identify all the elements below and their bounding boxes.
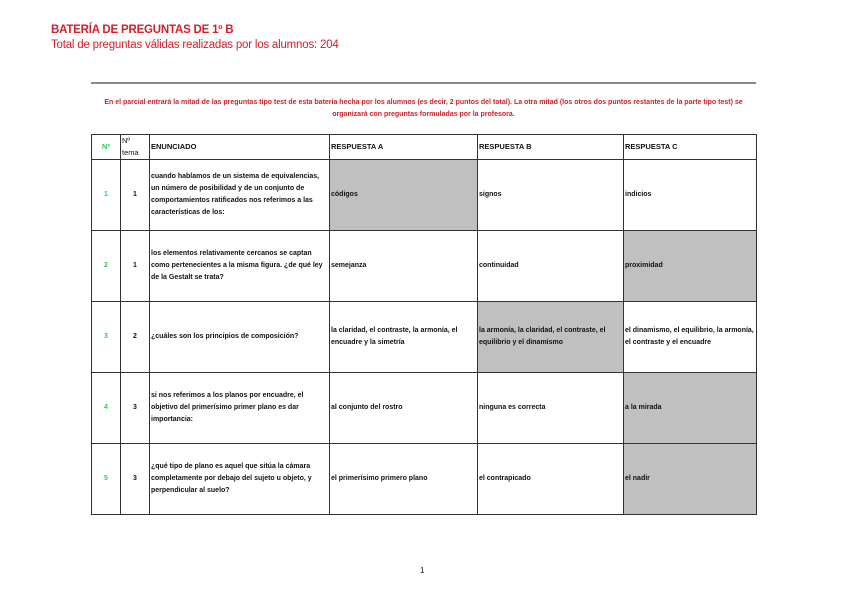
question-number: 4: [92, 373, 121, 444]
topic-number: 1: [121, 231, 150, 302]
column-header-answer-b: RESPUESTA B: [478, 135, 624, 160]
column-header-number: Nº: [92, 135, 121, 160]
column-header-statement: ENUNCIADO: [150, 135, 330, 160]
question-statement: cuando hablamos de un sistema de equivalencias, un número de posibilidad y de un conjunto de comportamientos ratificados nos referimos a las características de los:: [150, 160, 330, 231]
answer-a: al conjunto del rostro: [330, 373, 478, 444]
answer-c: el dinamismo, el equilibrio, la armonía, el contraste y el encuadre: [624, 302, 757, 373]
topic-number: 1: [121, 160, 150, 231]
answer-c-correct: proximidad: [624, 231, 757, 302]
question-number: 5: [92, 444, 121, 515]
topic-number: 3: [121, 373, 150, 444]
answer-b: continuidad: [478, 231, 624, 302]
exam-notice: En el parcial entrará la mitad de las preguntas tipo test de esta batería hecha por los alumnos (es decir, 2 puntos del total). La otra mitad (los otros dos puntos restantes de la parte tipo test) se organizará con preguntas formuladas por la profesora.: [104, 99, 743, 118]
question-number: 3: [92, 302, 121, 373]
table-row: [92, 160, 757, 231]
document-subtitle: Total de preguntas válidas realizadas por los alumnos: 204: [51, 39, 339, 51]
question-statement: ¿qué tipo de plano es aquel que sitúa la cámara completamente por debajo del sujeto u objeto, y perpendicular al suelo?: [150, 444, 330, 515]
question-statement: si nos referimos a los planos por encuadre, el objetivo del primerísimo primer plano es dar importancia:: [150, 373, 330, 444]
answer-a: semejanza: [330, 231, 478, 302]
table-header-row: [92, 135, 757, 160]
answer-b: signos: [478, 160, 624, 231]
answer-a: la claridad, el contraste, la armonía, el encuadre y la simetría: [330, 302, 478, 373]
column-header-topic: Nº tema: [121, 135, 150, 160]
question-statement: los elementos relativamente cercanos se captan como pertenecientes a la misma figura. ¿de qué ley de la Gestalt se trata?: [150, 231, 330, 302]
column-header-answer-a: RESPUESTA A: [330, 135, 478, 160]
column-header-answer-c: RESPUESTA C: [624, 135, 757, 160]
question-number: 2: [92, 231, 121, 302]
question-number: 1: [92, 160, 121, 231]
answer-a: el primerísimo primero plano: [330, 444, 478, 515]
answer-a-correct: códigos: [330, 160, 478, 231]
answer-c-correct: el nadir: [624, 444, 757, 515]
question-statement: ¿cuáles son los principios de composición?: [150, 302, 330, 373]
table-row: [92, 373, 757, 444]
topic-number: 2: [121, 302, 150, 373]
document-title: BATERÍA DE PREGUNTAS DE 1º B: [51, 24, 234, 36]
answer-b-correct: la armonía, la claridad, el contraste, el equilibrio y el dinamismo: [478, 302, 624, 373]
table-row: [92, 444, 757, 515]
questions-table: [91, 134, 757, 515]
answer-b: ninguna es correcta: [478, 373, 624, 444]
topic-number: 3: [121, 444, 150, 515]
table-row: [92, 302, 757, 373]
answer-c: indicios: [624, 160, 757, 231]
page-number: 1: [420, 566, 425, 575]
table-row: [92, 231, 757, 302]
divider: [91, 82, 756, 84]
answer-b: el contrapicado: [478, 444, 624, 515]
answer-c-correct: a la mirada: [624, 373, 757, 444]
